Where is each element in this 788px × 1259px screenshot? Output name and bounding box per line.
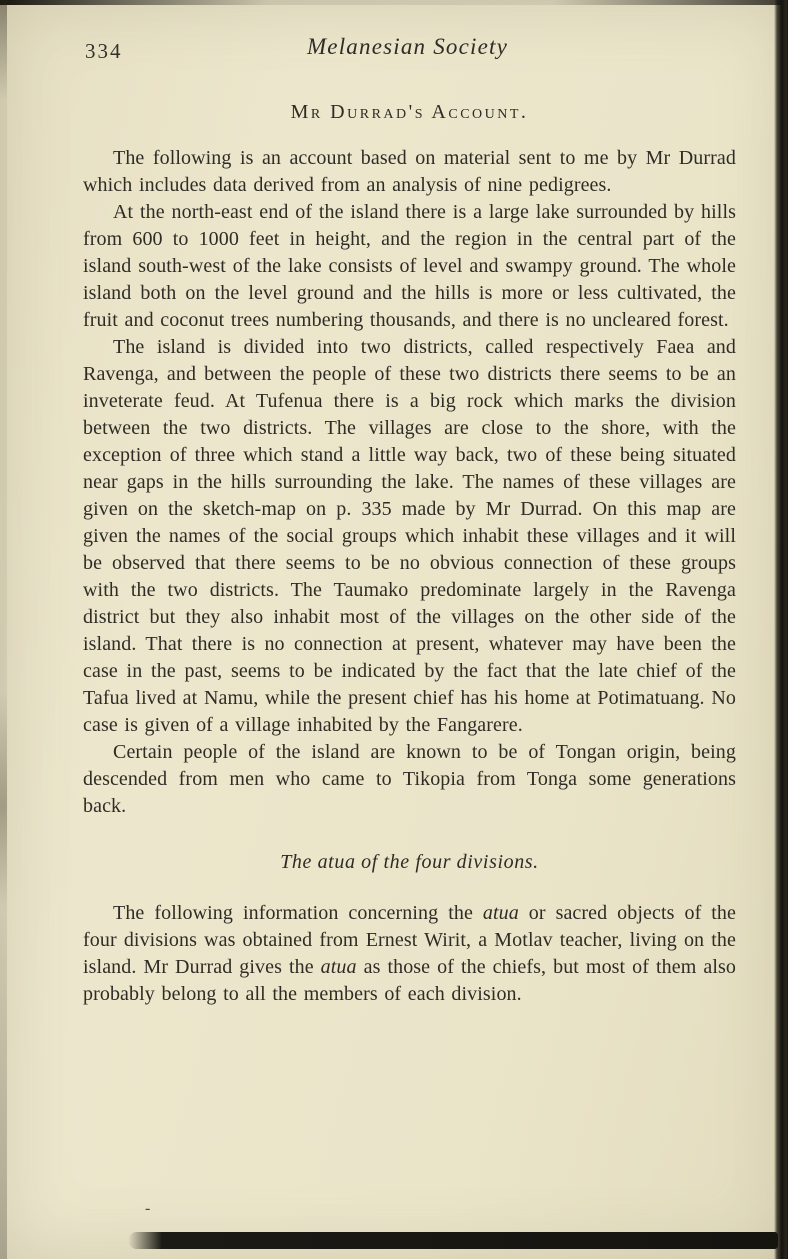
scan-edge-left (0, 0, 7, 1259)
paragraph-geography: At the north-east end of the island there is a large lake surrounded by hills from 600 to 1000 feet in height, and the region in the central part of the island south-west of the lake consists of level and swampy ground. The whole island both on the level ground and the hills is more or less cultivated, the fruit and coconut trees numbering thousands, and there is no uncleared forest. (83, 201, 736, 331)
running-head (83, 34, 732, 68)
running-title: Melanesian Society (306, 34, 509, 59)
paragraph-districts: The island is divided into two districts, called respectively Faea and Ravenga, and between the people of these two districts there seems to be an inveterate feud. At Tufenua there is a big rock which marks the division between the two districts. The villages are close to the shore, with the exception of three which stand a little way back, two of these being situated near gaps in the hills surrounding the lake. The names of these villages are given on the sketch-map on p. 335 made by Mr Durrad. On this map are given the names of the social groups which inhabit these villages and it will be observed that there seems to be no obvious connection of these groups with the two districts. The Taumako predominate largely in the Ravenga district but they also inhabit most of the villages on the other side of the island. That there is no connection at present, whatever may have been the case in the past, seems to be indicated by the fact that the late chief of the Tafua lived at Namu, while the present chief has his home at Potimatuang. No case is given of a village inhabited by the Fangarere. (83, 336, 736, 736)
paragraph-atua-info: The following information concerning the atua or sacred objects of the four divisions was obtained from Ernest Wirit, a Motlav teacher, living on the island. Mr Durrad gives the atua as those of the chiefs, but most of them also probably belong to all the members of each division. (83, 902, 736, 1005)
paragraph-intro: The following is an account based on material sent to me by Mr Durrad which includes data derived from an analysis of nine pedigrees. (83, 147, 736, 196)
subheading-atua: The atua of the four divisions. (280, 851, 539, 873)
section-heading: Mr Durrad's Account. (290, 101, 529, 123)
scan-edge-right (774, 0, 788, 1259)
page-text-block (83, 101, 736, 1008)
scan-edge-bottom (128, 1232, 778, 1249)
footer-mark: - (145, 1200, 151, 1217)
paragraph-tongan-origin: Certain people of the island are known to be of Tongan origin, being descended from men who came to Tikopia from Tonga some generations back. (83, 741, 736, 817)
scan-edge-top (0, 0, 788, 5)
page-number: 334 (85, 39, 123, 63)
